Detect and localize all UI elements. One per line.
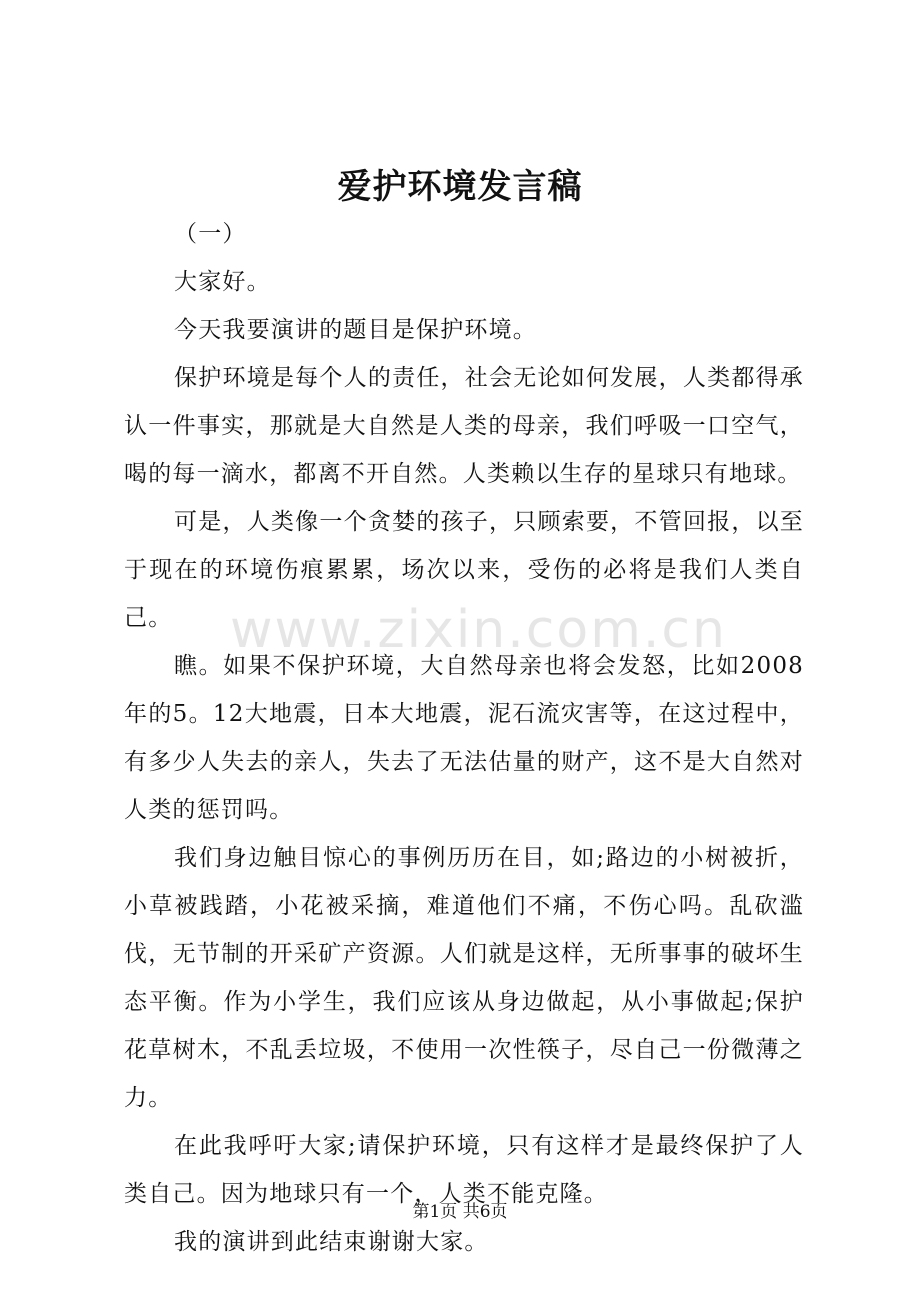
paragraph-examples: 我们身边触目惊心的事例历历在目，如;路边的小树被折，小草被践踏，小花被采摘，难道他们不痛，不伤心吗。乱砍滥伐，无节制的开采矿产资源。人们就是这样，无所事事的破坏生态平衡。作为小学生，我们应该从身边做起，从小事做起;保护花草树木，不乱丢垃圾，不使用一次性筷子，尽自己一份微薄之力。 bbox=[124, 845, 804, 1111]
section-number: （一） bbox=[174, 221, 247, 247]
paragraph-appeal: 在此我呼吁大家;请保护环境，只有这样才是最终保护了人类自己。因为地球只有一个，人类不能克隆。 bbox=[124, 1133, 804, 1207]
paragraph-greeting: 大家好。 bbox=[174, 269, 271, 295]
document-title: 爱护环境发言稿 bbox=[337, 167, 583, 207]
page-footer: 第1页 共6页 bbox=[412, 1202, 508, 1222]
watermark: www.zixin.com.cn bbox=[230, 600, 727, 660]
paragraph-disasters: 瞧。如果不保护环境，大自然母亲也将会发怒，比如2008年的5。12大地震，日本大地震，泥石流灾害等，在这过程中，有多少人失去的亲人，失去了无法估量的财产，这不是大自然对人类的惩罚吗。 bbox=[124, 653, 804, 823]
paragraph-closing: 我的演讲到此结束谢谢大家。 bbox=[174, 1229, 489, 1255]
paragraph-greedy-child: 可是，人类像一个贪婪的孩子，只顾索要，不管回报，以至于现在的环境伤痕累累，场次以来，受伤的必将是我们人类自己。 bbox=[124, 509, 804, 631]
document-body bbox=[124, 210, 804, 1266]
paragraph-topic: 今天我要演讲的题目是保护环境。 bbox=[174, 317, 537, 343]
paragraph-responsibility: 保护环境是每个人的责任，社会无论如何发展，人类都得承认一件事实，那就是大自然是人类的母亲，我们呼吸一口空气，喝的每一滴水，都离不开自然。人类赖以生存的星球只有地球。 bbox=[124, 365, 804, 487]
